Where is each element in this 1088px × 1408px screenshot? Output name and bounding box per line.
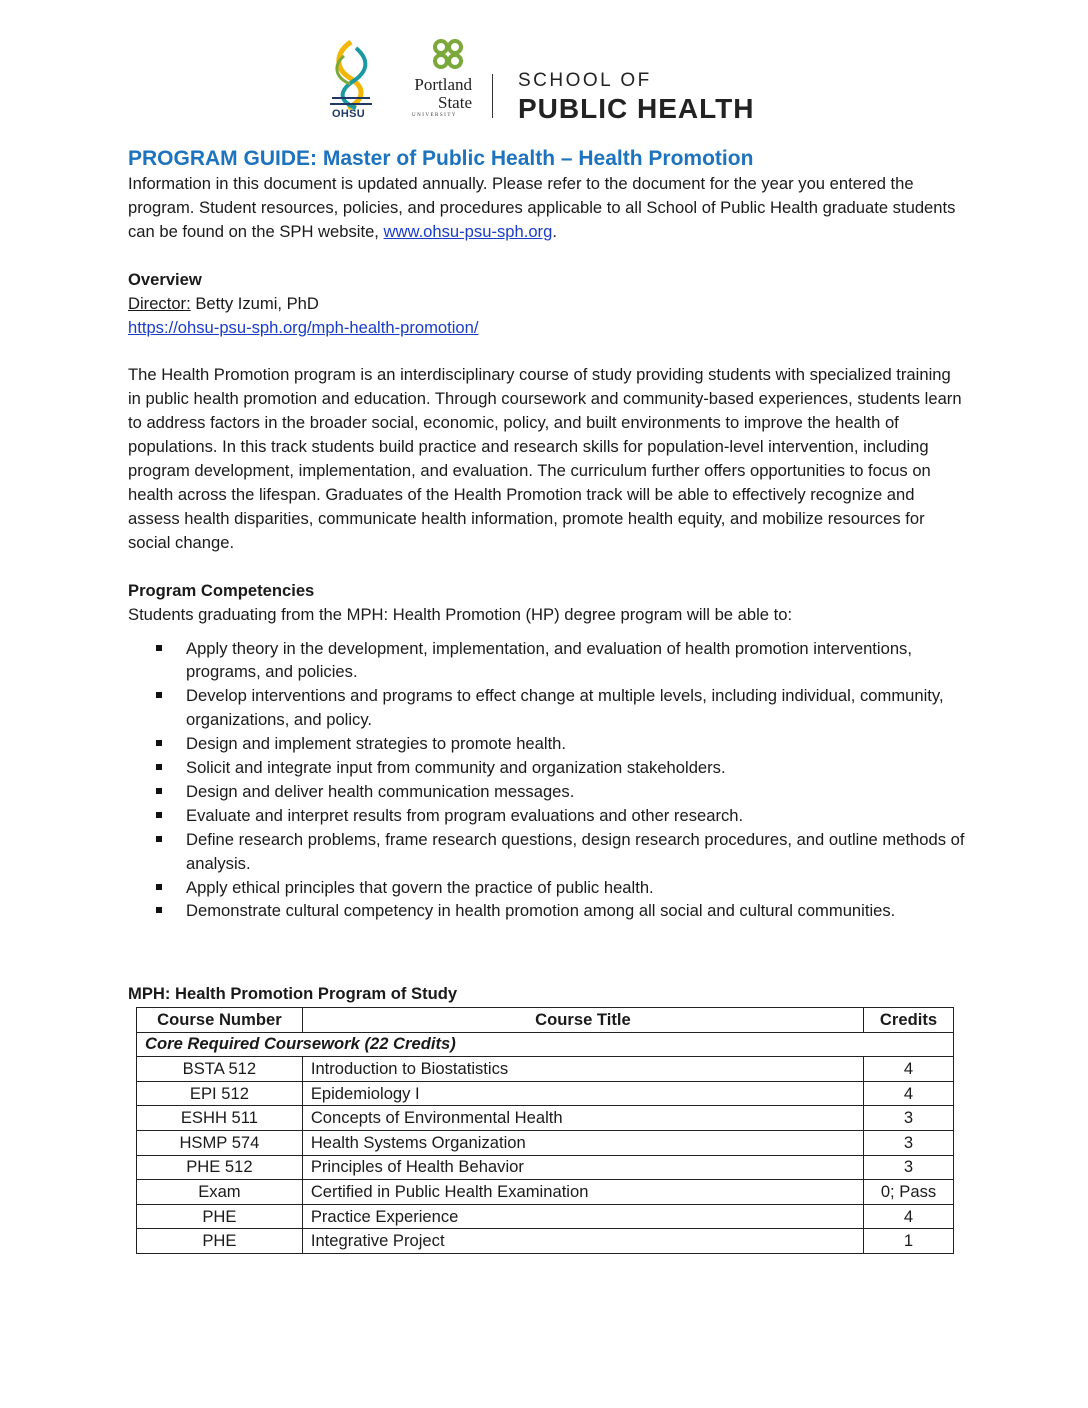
table-row [137, 1204, 954, 1229]
psu-university-label: UNIVERSITY [412, 113, 457, 118]
course-title: Principles of Health Behavior [302, 1155, 863, 1180]
list-item: Design and implement strategies to promote health. [128, 732, 968, 756]
course-credits: 4 [864, 1204, 954, 1229]
course-credits: 3 [864, 1106, 954, 1131]
course-title: Introduction to Biostatistics [302, 1057, 863, 1082]
document-body [128, 146, 968, 923]
competencies-intro: Students graduating from the MPH: Health Promotion (HP) degree program will be able to: [128, 604, 793, 624]
list-item: Define research problems, frame research questions, design research procedures, and outline methods of analysis. [128, 828, 968, 876]
table-title: MPH: Health Promotion Program of Study [128, 984, 458, 1003]
list-item: Apply theory in the development, implementation, and evaluation of health promotion interventions, programs, and policies. [128, 637, 968, 685]
course-credits: 0; Pass [864, 1180, 954, 1205]
competencies-list [128, 637, 968, 924]
psu-name-line1: Portland [414, 75, 472, 94]
table-row [137, 1106, 954, 1131]
school-of-label: SCHOOL OF [518, 70, 652, 91]
list-item: Demonstrate cultural competency in health promotion among all social and cultural communities. [128, 899, 968, 923]
program-of-study-table [136, 1007, 954, 1254]
table-row [137, 1229, 954, 1254]
course-credits: 4 [864, 1081, 954, 1106]
spacer [128, 555, 968, 579]
course-number: HSMP 574 [137, 1130, 303, 1155]
intro-paragraph [128, 172, 968, 244]
course-number: EPI 512 [137, 1081, 303, 1106]
course-title: Certified in Public Health Examination [302, 1180, 863, 1205]
director-label: Director: [128, 293, 191, 313]
sph-website-link[interactable]: www.ohsu-psu-sph.org [383, 221, 553, 241]
course-number: PHE [137, 1229, 303, 1254]
psu-name [400, 76, 472, 112]
table-row [137, 1057, 954, 1082]
section-label: Core Required Coursework (22 Credits) [137, 1032, 954, 1057]
header-logos [326, 38, 766, 124]
list-item: Design and deliver health communication messages. [128, 780, 968, 804]
header-divider [492, 74, 493, 118]
table-header-row [137, 1008, 954, 1033]
course-title: Concepts of Environmental Health [302, 1106, 863, 1131]
course-title: Integrative Project [302, 1229, 863, 1254]
list-item: Develop interventions and programs to effect change at multiple levels, including individual, community, organizations, and policy. [128, 684, 968, 732]
psu-name-line2: State [438, 93, 472, 112]
competencies-heading: Program Competencies [128, 580, 315, 600]
course-credits: 3 [864, 1155, 954, 1180]
course-number: Exam [137, 1180, 303, 1205]
table-row [137, 1130, 954, 1155]
course-number: ESHH 511 [137, 1106, 303, 1131]
column-header-course-number: Course Number [137, 1008, 303, 1033]
program-description: The Health Promotion program is an interdisciplinary course of study providing students with specialized training in public health promotion and education. Through coursework and community-based experiences, students learn to address factors in the broader social, economic, policy, and built environments to improve the health of populations. In this track students build practice and research skills for population-level intervention, including program development, implementation, and evaluation. The curriculum further offers opportunities to focus on health across the lifespan. Graduates of the Health Promotion track will be able to effectively recognize and assess health disparities, communicate health information, promote health equity, and mobilize resources for social change. [128, 365, 962, 552]
course-number: PHE [137, 1204, 303, 1229]
intro-end: . [552, 221, 557, 241]
spacer [128, 339, 968, 363]
intro-text: Information in this document is updated annually. Please refer to the document for the year you entered the program. Student resources, policies, and procedures applicable to all School of Public Health graduate students can be found on the SPH website, [128, 174, 956, 241]
table-row [137, 1081, 954, 1106]
course-number: PHE 512 [137, 1155, 303, 1180]
course-title: Practice Experience [302, 1204, 863, 1229]
course-title: Health Systems Organization [302, 1130, 863, 1155]
course-credits: 3 [864, 1130, 954, 1155]
table-row [137, 1155, 954, 1180]
course-title: Epidemiology I [302, 1081, 863, 1106]
course-credits: 4 [864, 1057, 954, 1082]
list-item: Apply ethical principles that govern the practice of public health. [128, 876, 968, 900]
spacer [128, 244, 968, 268]
table-section-row [137, 1032, 954, 1057]
list-item: Evaluate and interpret results from program evaluations and other research. [128, 804, 968, 828]
overview-heading: Overview [128, 269, 202, 289]
column-header-course-title: Course Title [302, 1008, 863, 1033]
director-line [128, 292, 968, 316]
public-health-label: PUBLIC HEALTH [518, 93, 755, 124]
program-page-link[interactable]: https://ohsu-psu-sph.org/mph-health-promotion/ [128, 317, 479, 337]
director-name: Betty Izumi, PhD [190, 293, 319, 313]
table-row [137, 1180, 954, 1205]
list-item: Solicit and integrate input from community and organization stakeholders. [128, 756, 968, 780]
column-header-credits: Credits [864, 1008, 954, 1033]
course-number: BSTA 512 [137, 1057, 303, 1082]
page-title: PROGRAM GUIDE: Master of Public Health – Health Promotion [128, 147, 754, 170]
ohsu-label: OHSU [332, 108, 365, 120]
course-credits: 1 [864, 1229, 954, 1254]
